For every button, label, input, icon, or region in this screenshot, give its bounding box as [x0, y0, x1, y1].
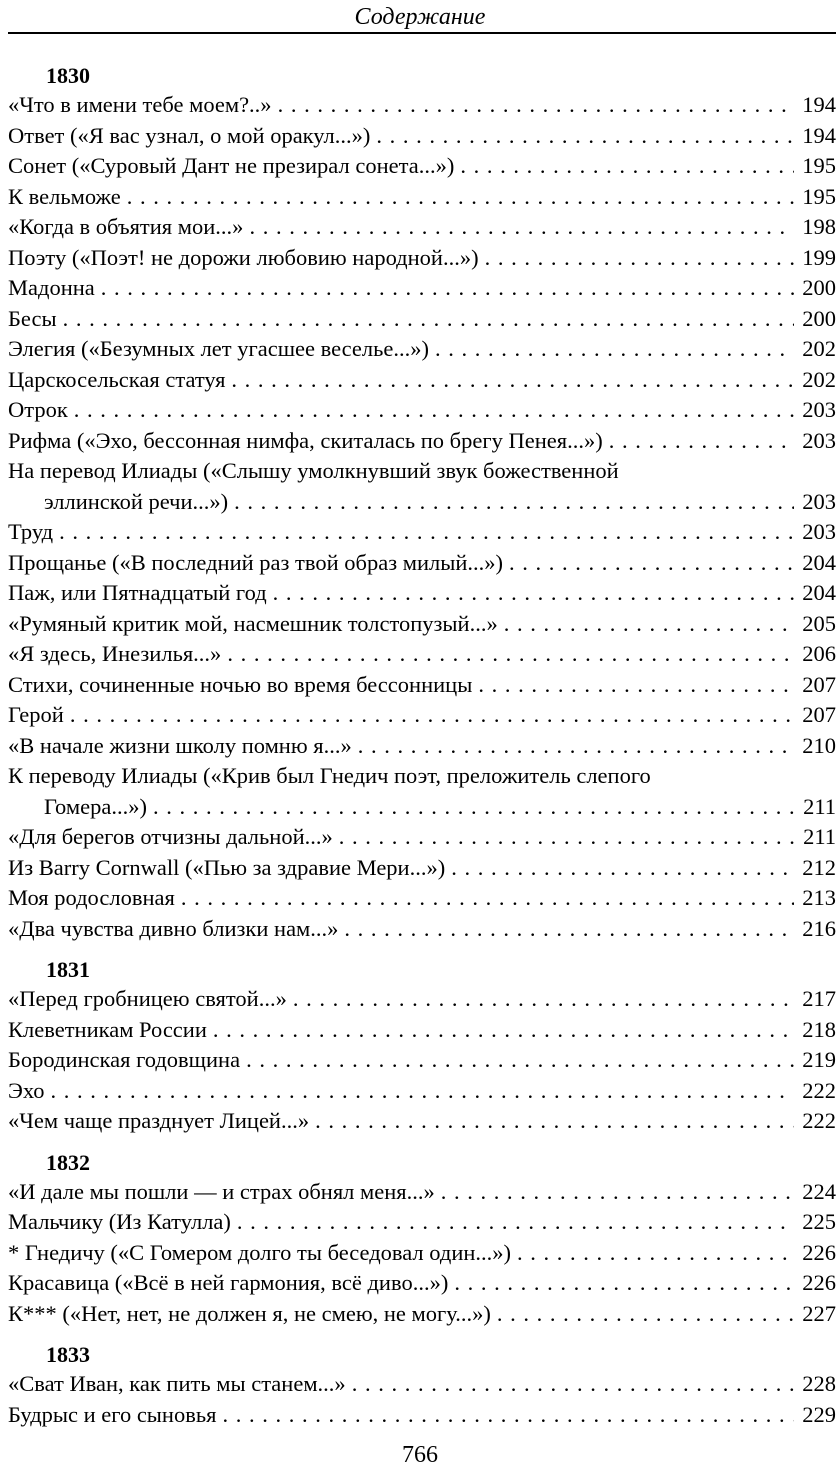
- toc-entry: [8, 883, 836, 914]
- dot-leader: [181, 883, 794, 914]
- entry-title: «Два чувства дивно близки нам...»: [8, 915, 339, 941]
- entry-title: «Для берегов отчизны дальной...»: [8, 824, 333, 849]
- entry-page-number: 207: [802, 702, 836, 727]
- entry-title: Будрыс и его сыновья: [8, 1401, 217, 1427]
- dot-leader: [344, 914, 794, 945]
- dot-leader: [509, 548, 794, 579]
- entry-title-continuation: эллинской речи...»): [44, 488, 229, 514]
- running-head: Содержание: [354, 4, 486, 30]
- dot-leader: [504, 609, 794, 640]
- entry-page-number: 222: [802, 1108, 836, 1133]
- toc-entry: [8, 1045, 836, 1076]
- entry-page-number: 195: [802, 183, 836, 209]
- dot-leader: [249, 212, 794, 243]
- toc-entry: [8, 1106, 836, 1137]
- entry-title: «Чем чаще празднует Лицей...»: [8, 1108, 310, 1133]
- toc-entry: [8, 731, 836, 762]
- entry-page-number: 218: [802, 1016, 836, 1042]
- entry-title: «Я здесь, Инезилья...»: [8, 641, 222, 666]
- entry-title: К*** («Нет, нет, не должен я, не смею, не могу...»): [8, 1300, 491, 1326]
- toc-entry: [8, 1268, 836, 1299]
- entry-title: Прощанье («В последний раз твой образ милый...»): [8, 549, 503, 575]
- entry-title: «Что в имени тебе моем?..»: [8, 92, 272, 117]
- entry-title: К переводу Илиады («Крив был Гнедич поэт, преложитель слепого: [8, 763, 651, 788]
- entry-page-number: 222: [802, 1077, 836, 1103]
- entry-page-number: 210: [802, 732, 836, 758]
- dot-leader: [153, 792, 794, 823]
- dot-leader: [74, 395, 794, 426]
- toc-entry: [8, 670, 836, 701]
- dot-leader: [70, 700, 794, 731]
- dot-leader: [339, 822, 794, 853]
- entry-title: «Когда в объятия мои...»: [8, 214, 244, 239]
- entry-title: Красавица («Всё в ней гармония, всё диво...»): [8, 1270, 449, 1295]
- dot-leader: [222, 1400, 794, 1431]
- dot-leader: [609, 426, 794, 457]
- entry-title: Отрок: [8, 397, 68, 422]
- toc-entry: [8, 243, 836, 274]
- dot-leader: [51, 1076, 795, 1107]
- entry-title: Стихи, сочиненные ночью во время бессонницы: [8, 671, 473, 697]
- dot-leader: [227, 639, 794, 670]
- dot-leader: [63, 304, 794, 335]
- toc-entry: [8, 1177, 836, 1208]
- entry-page-number: 224: [802, 1178, 836, 1204]
- entry-page-number: 203: [802, 397, 836, 422]
- toc-entry: [8, 761, 836, 822]
- entry-page-number: 213: [802, 885, 836, 910]
- toc-entry: [8, 1076, 836, 1107]
- dot-leader: [352, 1369, 794, 1400]
- entry-title: Царскосельская статуя: [8, 366, 226, 392]
- dot-leader: [278, 90, 794, 121]
- entry-page-number: 225: [802, 1209, 836, 1234]
- toc-entry: [8, 1207, 836, 1238]
- entry-title: Паж, или Пятнадцатый год: [8, 580, 267, 605]
- entry-page-number: 212: [802, 854, 836, 880]
- entry-page-number: 202: [802, 366, 836, 392]
- entry-title: «В начале жизни школу помню я...»: [8, 732, 352, 758]
- entry-page-number: 198: [802, 214, 836, 239]
- dot-leader: [237, 1207, 794, 1238]
- toc-entry: [8, 914, 836, 945]
- toc-entry: [8, 365, 836, 396]
- toc-entry: [8, 639, 836, 670]
- entry-page-number: 206: [802, 641, 836, 666]
- dot-leader: [293, 984, 794, 1015]
- entry-page-number: 227: [802, 1300, 836, 1326]
- entry-title: Ответ («Я вас узнал, о мой оракул...»): [8, 122, 371, 148]
- dot-leader: [273, 578, 794, 609]
- entry-title: Бесы: [8, 305, 57, 331]
- page-number: 766: [402, 1442, 438, 1468]
- entry-page-number: 211: [803, 793, 836, 819]
- entry-title-continuation: Гомера...»): [44, 793, 147, 819]
- entry-page-number: 219: [802, 1047, 836, 1072]
- toc-section-1833: [8, 1341, 836, 1430]
- section-year-heading: 1831: [46, 957, 90, 982]
- entry-title: Сонет («Суровый Дант не презирал сонета...»): [8, 153, 455, 178]
- entry-page-number: 200: [802, 305, 836, 331]
- dot-leader: [451, 853, 794, 884]
- toc-entry: [8, 1400, 836, 1431]
- dot-leader: [478, 670, 794, 701]
- dot-leader: [59, 517, 794, 548]
- dot-leader: [213, 1015, 794, 1046]
- entry-page-number: 203: [802, 519, 836, 544]
- entry-page-number: 204: [802, 549, 836, 575]
- dot-leader: [234, 487, 794, 518]
- section-year-heading: 1832: [46, 1149, 90, 1175]
- toc-entry: [8, 395, 836, 426]
- dot-leader: [246, 1045, 794, 1076]
- entry-title: Мадонна: [8, 275, 95, 300]
- entry-title: Эхо: [8, 1077, 45, 1103]
- entry-page-number: 204: [802, 580, 836, 605]
- toc-entry: [8, 456, 836, 517]
- entry-page-number: 205: [802, 610, 836, 636]
- header-rule: [8, 32, 836, 34]
- entry-title: Труд: [8, 519, 54, 544]
- section-year-heading: 1830: [46, 63, 90, 88]
- dot-leader: [358, 731, 794, 762]
- toc-entry: [8, 578, 836, 609]
- entry-title: «Румяный критик мой, насмешник толстопузый...»: [8, 610, 498, 636]
- toc-entry: [8, 182, 836, 213]
- toc-entry: [8, 853, 836, 884]
- entry-page-number: 194: [802, 92, 836, 117]
- toc-section-1832: [8, 1149, 836, 1330]
- entry-page-number: 217: [802, 986, 836, 1011]
- toc-entry: [8, 212, 836, 243]
- dot-leader: [231, 365, 794, 396]
- dot-leader: [460, 151, 794, 182]
- toc-entry: [8, 1299, 836, 1330]
- entry-page-number: 202: [802, 336, 836, 361]
- entry-page-number: 226: [802, 1270, 836, 1295]
- entry-title: Поэту («Поэт! не дорожи любовию народной...»): [8, 244, 479, 270]
- toc-entry: [8, 517, 836, 548]
- toc-entry: [8, 1015, 836, 1046]
- toc-entry: [8, 609, 836, 640]
- toc-entry: [8, 151, 836, 182]
- dot-leader: [435, 334, 794, 365]
- dot-leader: [517, 1238, 794, 1269]
- entry-title: Моя родословная: [8, 885, 175, 910]
- toc-entry: [8, 1369, 836, 1400]
- entry-title: «Перед гробницею святой...»: [8, 986, 287, 1011]
- entry-title: Элегия («Безумных лет угасшее веселье...»): [8, 336, 430, 361]
- dot-leader: [315, 1106, 794, 1137]
- entry-title: К вельможе: [8, 183, 121, 209]
- toc-section-1831: [8, 956, 836, 1137]
- toc-entry: [8, 1238, 836, 1269]
- entry-page-number: 194: [802, 122, 836, 148]
- entry-page-number: 203: [802, 427, 836, 453]
- toc-entry: [8, 121, 836, 152]
- toc-entry: [8, 273, 836, 304]
- dot-leader: [454, 1268, 794, 1299]
- entry-page-number: 229: [802, 1401, 836, 1427]
- toc-entry: [8, 90, 836, 121]
- entry-page-number: 228: [802, 1371, 836, 1396]
- dot-leader: [101, 273, 794, 304]
- entry-page-number: 195: [802, 153, 836, 178]
- section-year-heading: 1833: [46, 1342, 90, 1367]
- entry-page-number: 200: [802, 275, 836, 300]
- entry-title: Мальчику (Из Катулла): [8, 1209, 231, 1234]
- entry-page-number: 207: [802, 671, 836, 697]
- dot-leader: [376, 121, 794, 152]
- entry-title: На перевод Илиады («Слышу умолкнувший звук божественной: [8, 458, 619, 483]
- entry-page-number: 203: [802, 488, 836, 514]
- dot-leader: [127, 182, 794, 213]
- entry-title: Рифма («Эхо, бессонная нимфа, скиталась по брегу Пенея...»): [8, 427, 603, 453]
- toc-section-1830: [8, 62, 836, 944]
- entry-title: «И дале мы пошли — и страх обнял меня...»: [8, 1178, 435, 1204]
- entry-title: «Сват Иван, как пить мы станем...»: [8, 1371, 346, 1396]
- dot-leader: [485, 243, 794, 274]
- dot-leader: [441, 1177, 794, 1208]
- table-of-contents: [8, 62, 836, 1442]
- entry-page-number: 216: [802, 915, 836, 941]
- entry-page-number: 199: [802, 244, 836, 270]
- entry-page-number: 226: [802, 1239, 836, 1265]
- toc-entry: [8, 822, 836, 853]
- toc-entry: [8, 548, 836, 579]
- entry-title: Бородинская годовщина: [8, 1047, 241, 1072]
- entry-title: Герой: [8, 702, 64, 727]
- entry-page-number: 211: [803, 824, 836, 849]
- toc-entry: [8, 426, 836, 457]
- dot-leader: [497, 1299, 794, 1330]
- toc-entry: [8, 700, 836, 731]
- entry-title: * Гнедичу («С Гомером долго ты беседовал один...»): [8, 1239, 512, 1265]
- toc-entry: [8, 984, 836, 1015]
- entry-title: Клеветникам России: [8, 1016, 207, 1042]
- toc-entry: [8, 334, 836, 365]
- toc-entry: [8, 304, 836, 335]
- entry-title: Из Barry Cornwall («Пью за здравие Мери...»): [8, 854, 446, 880]
